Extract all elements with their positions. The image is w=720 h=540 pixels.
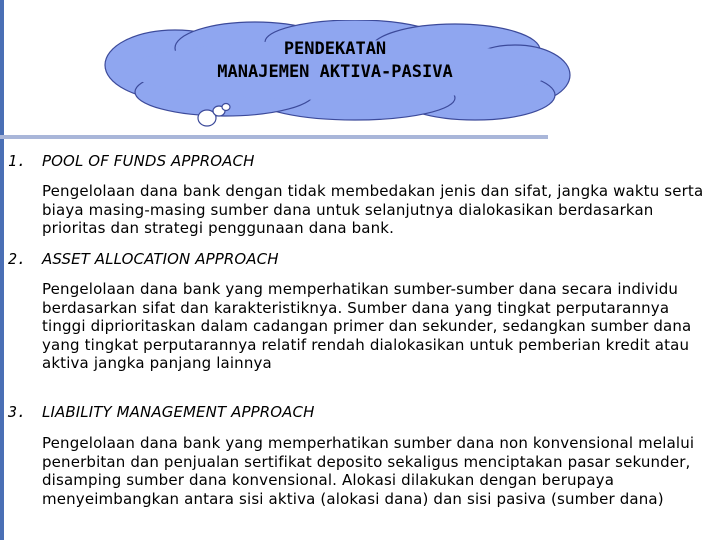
item-number: 1.	[8, 152, 27, 170]
title-line-1: PENDEKATAN	[283, 39, 387, 59]
title-line-2: MANAJEMEN AKTIVA-PASIVA	[217, 62, 453, 82]
item-heading: POOL OF FUNDS APPROACH	[42, 152, 255, 170]
title-divider	[0, 135, 548, 139]
item-description: Pengelolaan dana bank yang memperhatikan sumber-sumber dana secara individu berdasarkan sifat dan karakteristiknya. Sumber dana yang tingkat perputarannya tinggi diprioritaskan dalam cadangan primer dan sekunder, sedangkan sumber dana yang tingkat perputarannya relatif rendah dialokasikan untuk pemberian kredit atau aktiva jangka panjang lainnya	[42, 280, 692, 373]
title-callout	[95, 20, 575, 150]
item-description: Pengelolaan dana bank yang memperhatikan sumber dana non konvensional melalui penerbitan dan penjualan sertifikat deposito sekaligus menciptakan pasar sekunder, disamping sumber dana konvensional. Alokasi dilakukan dengan berupaya menyeimbangkan antara sisi aktiva (alokasi dana) dan sisi pasiva (sumber dana)	[42, 434, 695, 508]
item-description: Pengelolaan dana bank dengan tidak membedakan jenis dan sifat, jangka waktu serta biaya masing-masing sumber dana untuk selanjutnya dialokasikan berdasarkan prioritas dan strategi penggunaan dana bank.	[42, 182, 704, 238]
item-heading: LIABILITY MANAGEMENT APPROACH	[42, 403, 315, 421]
item-number: 2.	[8, 250, 27, 268]
item-heading: ASSET ALLOCATION APPROACH	[42, 250, 279, 268]
slide-accent-bar	[0, 0, 4, 540]
item-number: 3.	[8, 403, 27, 421]
slide-title	[95, 38, 575, 84]
